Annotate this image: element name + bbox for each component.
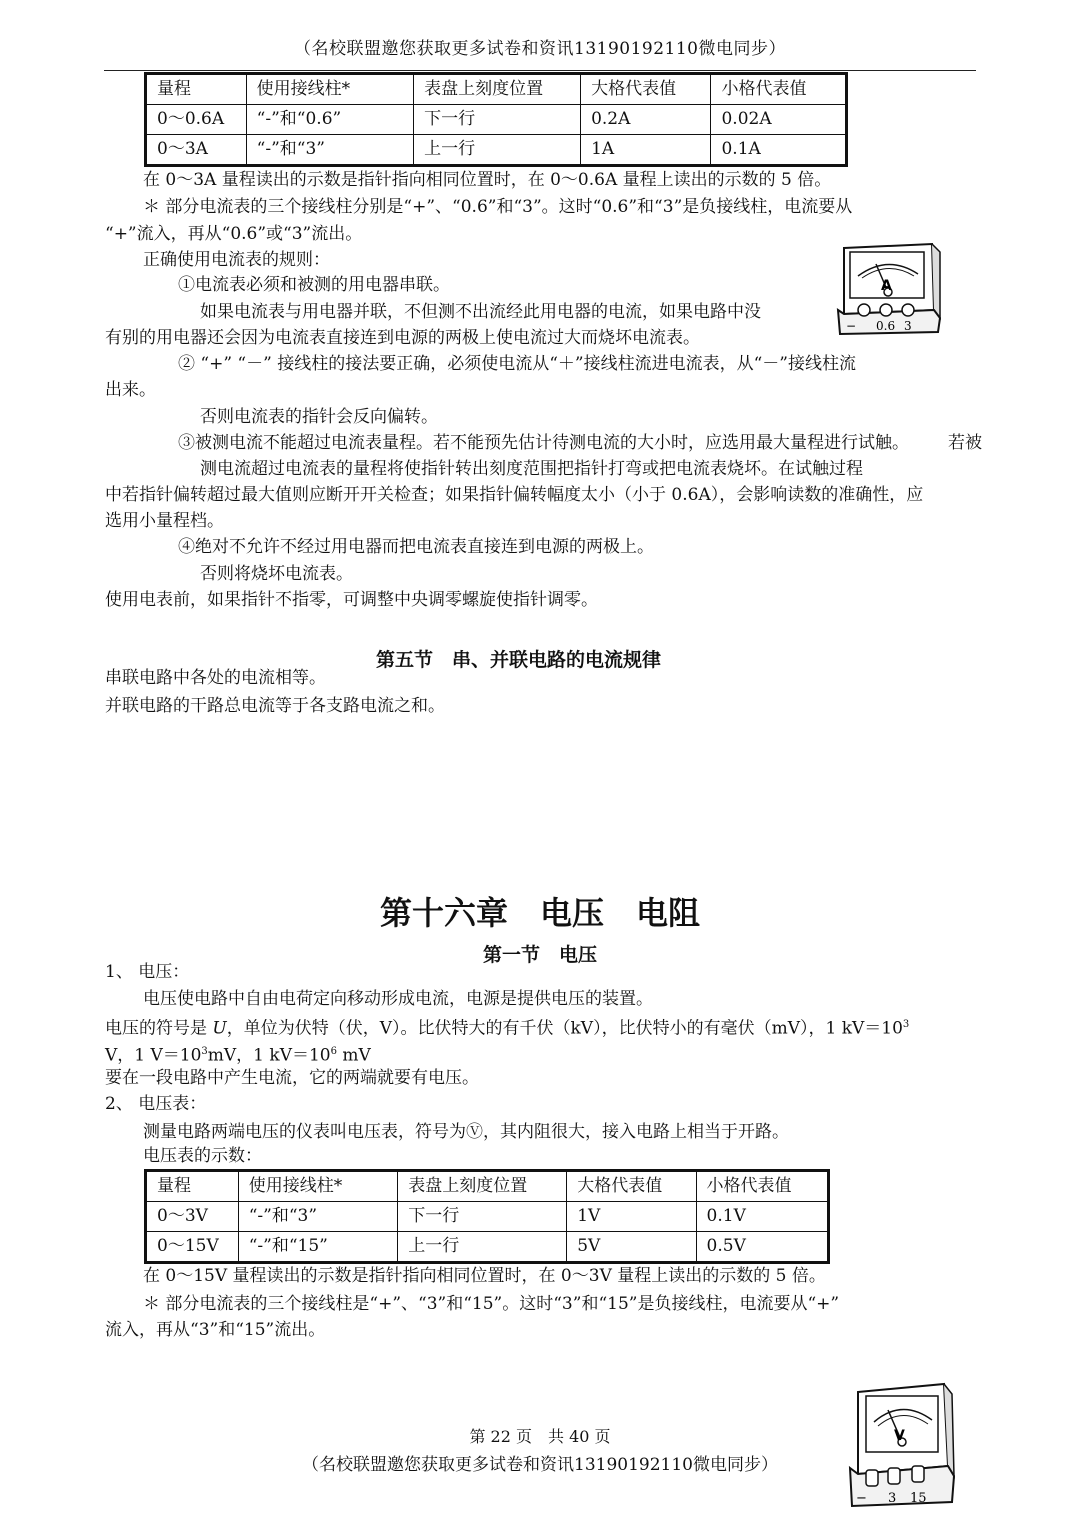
paragraph-line: “+”流入，再从“0.6”或“3”流出。 [105,224,363,244]
table-cell: “-”和“3” [238,1202,398,1232]
table-cell: 0～0.6A [146,105,247,135]
ammeter-letter: A [881,278,892,294]
paragraph-line: 并联电路的干路总电流等于各支路电流之和。 [105,696,445,716]
table-header-cell: 表盘上刻度位置 [398,1171,567,1202]
table-cell: 0.02A [711,105,847,135]
list-item-heading: 2、 电压表： [105,1094,207,1114]
table-header-cell: 量程 [146,74,247,105]
text-span: mV [336,1045,371,1066]
voltmeter-letter: V [894,1428,905,1444]
paragraph-line: 若被 [948,433,982,453]
text-span: mV，1 kV＝10 [207,1045,331,1066]
table-cell: “-”和“0.6” [246,105,413,135]
table-cell: 0.2A [581,105,711,135]
paragraph-line: 如果电流表与用电器并联，不但测不出流经此用电器的电流，如果电路中没 [200,302,761,322]
paragraph-line: 有别的用电器还会因为电流表直接连到电源的两极上使电流过大而烧坏电流表。 [105,328,700,348]
list-item-heading: 1、 电压： [105,962,190,982]
table-cell: 0.1A [711,135,847,166]
paragraph-line: 测电流超过电流表的量程将使指针转出刻度范围把指针打弯或把电流表烧坏。在试触过程 [200,459,863,479]
table-header-cell: 使用接线柱* [246,74,413,105]
table-cell: 0.5V [696,1232,828,1263]
paragraph-line: 正确使用电流表的规则： [143,250,330,270]
paragraph-line: 电压使电路中自由电荷定向移动形成电流，电源是提供电压的装置。 [143,989,653,1009]
paragraph-line: 在 0～3A 量程读出的示数是指针指向相同位置时，在 0～0.6A 量程上读出的示数的 5 倍。 [143,170,832,190]
paragraph-line: 否则电流表的指针会反向偏转。 [200,407,438,427]
rule-item: ④绝对不允许不经过用电器而把电流表直接连到电源的两极上。 [178,537,654,557]
paragraph-line: 要在一段电路中产生电流，它的两端就要有电压。 [105,1068,479,1088]
table-header-cell: 大格代表值 [581,74,711,105]
svg-text:−: − [846,319,857,333]
paragraph-line: 选用小量程档。 [105,511,224,531]
page-footer: （名校联盟邀您获取更多试卷和资讯13190192110微电同步） [302,1455,778,1475]
table-cell: 0～3A [146,135,247,166]
table-cell: 1A [581,135,711,166]
table-row [146,105,847,135]
table-header-cell: 量程 [146,1171,239,1202]
table-cell: 0～3V [146,1202,239,1232]
table-cell: 上一行 [414,135,581,166]
table-row [146,135,847,166]
table-row [146,1232,829,1263]
table-header-cell: 使用接线柱* [238,1171,398,1202]
paragraph-line [105,1013,909,1041]
paragraph-line: 中若指针偏转超过最大值则应断开开关检查；如果指针偏转幅度太小（小于 0.6A），会影响读数的准确性，应 [105,485,924,505]
table-header-cell: 小格代表值 [696,1171,828,1202]
page-header: （名校联盟邀您获取更多试卷和资讯13190192110微电同步） [294,39,786,59]
superscript: 6 [330,1046,337,1057]
superscript: 3 [201,1046,208,1057]
paragraph-line [105,1040,371,1068]
paragraph-line: 使用电表前，如果指针不指零，可调整中央调零螺旋使指针调零。 [105,590,598,610]
paragraph-line: ＊ 部分电流表的三个接线柱分别是“+”、“0.6”和“3”。这时“0.6”和“3”是负接线柱，电流要从 [143,197,853,217]
ammeter-terminal-label: 3 [904,319,912,333]
table-header-cell: 大格代表值 [567,1171,696,1202]
table-cell: 上一行 [398,1232,567,1263]
table-cell: 下一行 [398,1202,567,1232]
superscript: 3 [902,1019,910,1030]
voltage-symbol: U [212,1018,227,1039]
voltmeter-table [144,1169,830,1264]
table-cell: 5V [567,1232,696,1263]
paragraph-line: 电压表的示数： [143,1146,262,1166]
svg-text:−: − [856,1491,867,1506]
voltmeter-terminal-label: 15 [910,1491,927,1506]
table-cell: 0.1V [696,1202,828,1232]
rule-item: ② “+” “－” 接线柱的接法要正确，必须使电流从“＋”接线柱流进电流表，从“－”接线柱流 [178,354,856,374]
text-span: V，1 V＝10 [105,1045,202,1066]
chapter-title: 第十六章 电压 电阻 [379,894,700,932]
ammeter-illustration [836,240,942,336]
section-title: 第一节 电压 [482,944,597,966]
table-cell: “-”和“3” [246,135,413,166]
rule-item: ③被测电流不能超过电流表量程。若不能预先估计待测电流的大小时，应选用最大量程进行试触。 [178,433,909,453]
section-title: 第五节 串、并联电路的电流规律 [376,649,662,671]
table-row [146,1202,829,1232]
table-cell: 下一行 [414,105,581,135]
paragraph-line: 流入，再从“3”和“15”流出。 [105,1320,326,1340]
ammeter-table [144,72,848,167]
rule-item: ①电流表必须和被测的用电器串联。 [178,275,450,295]
header-rule [104,70,976,71]
text-span: ，单位为伏特（伏，V）。比伏特大的有千伏（kV），比伏特小的有毫伏（mV），1 kV＝10 [226,1018,903,1039]
text-span: 电压的符号是 [105,1018,213,1039]
paragraph-line: 测量电路两端电压的仪表叫电压表，符号为Ⓥ，其内阻很大，接入电路上相当于开路。 [143,1122,789,1142]
voltmeter-terminal-label: 3 [888,1491,897,1506]
table-cell: 1V [567,1202,696,1232]
paragraph-line: 在 0～15V 量程读出的示数是指针指向相同位置时，在 0～3V 量程上读出的示数的 5 倍。 [143,1266,826,1286]
table-header-cell: 表盘上刻度位置 [414,74,581,105]
page-number: 第 22 页 共 40 页 [469,1427,611,1446]
paragraph-line: 出来。 [105,380,156,400]
ammeter-terminal-label: 0.6 [876,319,896,333]
table-header-row [146,1171,829,1202]
table-header-cell: 小格代表值 [711,74,847,105]
table-cell: “-”和“15” [238,1232,398,1263]
paragraph-line: ＊ 部分电流表的三个接线柱是“+”、“3”和“15”。这时“3”和“15”是负接线柱，电流要从“+” [143,1294,840,1314]
table-header-row [146,74,847,105]
paragraph-line: 否则将烧坏电流表。 [200,564,353,584]
paragraph-line: 串联电路中各处的电流相等。 [105,668,326,688]
table-cell: 0～15V [146,1232,239,1263]
